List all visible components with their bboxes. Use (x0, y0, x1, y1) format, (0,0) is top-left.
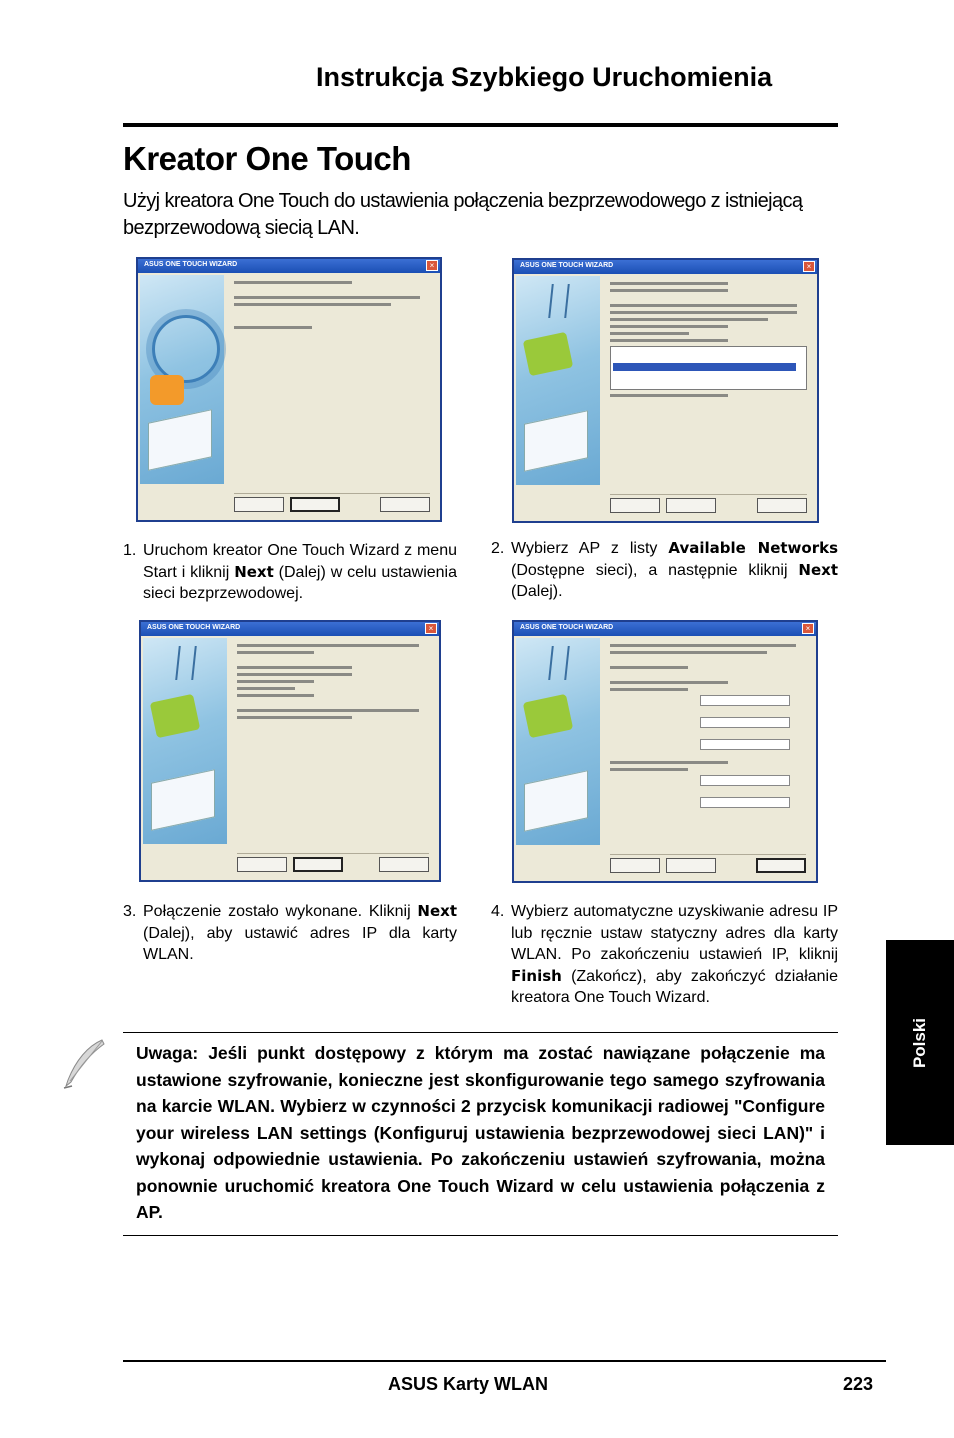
note-top-rule (123, 1032, 838, 1033)
available-networks-list (610, 346, 807, 390)
close-icon: × (425, 623, 437, 634)
footer-rule (123, 1360, 886, 1362)
page-number: 223 (843, 1374, 874, 1394)
step-4: 4. Wybierz automatyczne uzyskiwanie adresu IP lub ręcznie ustaw statyczny adres dla karty WLAN. Po zakończeniu ustawień IP, kliknij Finish (Zakończ), aby zakończyć działanie kreatora One Touch Wizard. (491, 903, 838, 1006)
wizard-screenshot-connected (139, 620, 441, 882)
note-bottom-rule (123, 1235, 838, 1236)
language-label: Polski (910, 1017, 929, 1068)
page-title: Kreator One Touch (123, 140, 411, 177)
screenshot-window-title: ASUS ONE TOUCH WIZARD (520, 262, 614, 269)
step-3: 3. Połączenie zostało wykonane. Kliknij Next (Dalej), aby ustawić adres IP dla karty WLAN. (123, 902, 457, 963)
header-title: Instrukcja Szybkiego Uruchomienia (316, 62, 773, 92)
note-text: Uwaga: Jeśli punkt dostępowy z którym ma zostać nawiązane połączenie ma ustawione szyfrowanie, konieczne jest skonfigurowanie tego samego szyfrowania na karcie WLAN. Wybierz w czynności 2 przycisk komunikacji radiowej "Configure your wireless LAN settings (Konfiguruj ustawienia bezprzewodowej sieci LAN)" i wykonaj odpowiednie ustawienia. Po zakończeniu ustawień szyfrowania, można ponownie uruchomić kreatora One Touch Wizard w celu ustawienia połączenia z AP. (136, 1043, 825, 1222)
wizard-screenshot-welcome (136, 257, 442, 522)
wizard-side-graphic (143, 638, 227, 844)
wizard-side-graphic (516, 276, 600, 485)
step-2: 2. Wybierz AP z listy Available Networks (Dostępne sieci), a następnie kliknij Next (Dalej). (491, 539, 839, 600)
close-icon: × (802, 623, 814, 634)
screenshot-window-title: ASUS ONE TOUCH WIZARD (147, 624, 241, 631)
pen-icon (58, 1036, 108, 1092)
language-side-tab (886, 940, 954, 1145)
wizard-side-graphic (516, 638, 600, 845)
close-icon: × (426, 260, 438, 271)
step-1: 1. Uruchom kreator One Touch Wizard z menu Start i kliknij Next (Dalej) w celu ustawienia sieci bezprzewodowej. (123, 542, 458, 602)
wizard-screenshot-ip-settings (512, 620, 818, 883)
screenshot-window-title: ASUS ONE TOUCH WIZARD (520, 624, 614, 631)
wizard-screenshot-networks (512, 258, 819, 523)
footer-product: ASUS Karty WLAN (388, 1374, 549, 1394)
header-rule (123, 123, 838, 127)
close-icon: × (803, 261, 815, 272)
intro-paragraph: Użyj kreatora One Touch do ustawienia połączenia bezprzewodowego z istniejącą bezprzewodową siecią LAN. (123, 190, 803, 239)
wizard-side-graphic (140, 275, 224, 484)
screenshot-window-title: ASUS ONE TOUCH WIZARD (144, 261, 238, 268)
